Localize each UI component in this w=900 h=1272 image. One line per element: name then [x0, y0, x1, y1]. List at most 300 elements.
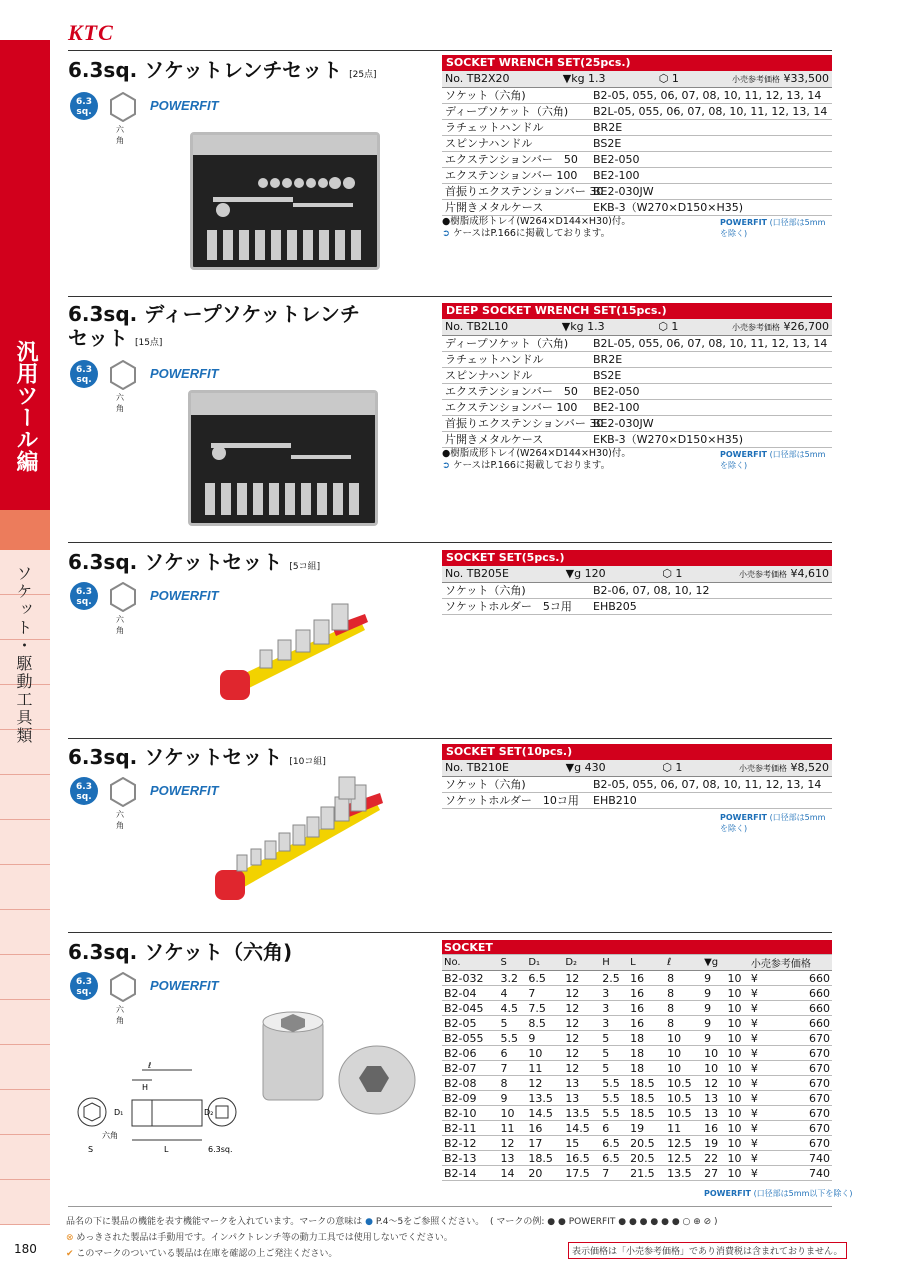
sq-badge: 6.3 sq. [70, 360, 98, 388]
socket-table [442, 940, 832, 1181]
item-name: 片開きメタルケース [445, 201, 544, 214]
item-value: BR2E [593, 353, 623, 366]
hex-label: 六角 [116, 615, 124, 635]
table-cell: 18.5 [628, 1091, 665, 1106]
table-cell: 9 [702, 986, 725, 1001]
column-header: No. [442, 955, 498, 971]
table-cell: 6 [498, 1046, 526, 1061]
hex-label: 六角 [116, 810, 124, 830]
package-qty: ⬡ 1 [662, 761, 683, 774]
powerfit-note: POWERFIT (口径部は5mmを除く) [720, 450, 826, 470]
table-cell: ¥ [749, 1076, 774, 1091]
product-number: No. TB2L10 [445, 320, 509, 333]
note-case: ➲ ケースはP.166に掲載しております。 [442, 228, 611, 239]
table-cell: 13.5 [665, 1166, 702, 1181]
table-cell: 10 [726, 1106, 749, 1121]
table-no-row [442, 319, 832, 336]
table-cell: B2-06 [442, 1046, 498, 1061]
hex-label: 六角 [116, 125, 124, 145]
table-cell: 12.5 [665, 1136, 702, 1151]
table-no-row [442, 71, 832, 88]
table-cell: 14.5 [563, 1121, 600, 1136]
table-cell: 6.5 [600, 1151, 628, 1166]
table-column-headers [442, 955, 832, 971]
package-qty: ⬡ 1 [658, 72, 679, 85]
table-cell: ¥ [749, 1046, 774, 1061]
table-cell: 10 [726, 971, 749, 986]
deep-socket-set-image [191, 393, 375, 523]
table-cell: 13.5 [526, 1091, 563, 1106]
set-table-tb205e [442, 550, 832, 615]
hexagon-icon [110, 777, 136, 807]
socket-holder-10-image [215, 775, 385, 905]
table-cell: 10 [665, 1061, 702, 1076]
table-cell: 5.5 [600, 1091, 628, 1106]
hex-label: 六角 [116, 393, 124, 413]
table-cell: ¥ [749, 1001, 774, 1016]
table-row [442, 599, 832, 615]
table-row [442, 200, 832, 216]
table-cell: 11 [665, 1121, 702, 1136]
item-value: BE2-100 [593, 401, 640, 414]
note-tray: ●樹脂成形トレイ(W264×D144×H30)付。 [442, 448, 631, 459]
table-no-row [442, 760, 832, 777]
price: 小売参考価格 ¥4,610 [739, 567, 829, 580]
table-no-row [442, 566, 832, 583]
item-value: EKB-3（W270×D150×H35) [593, 433, 744, 446]
table-cell: 18.5 [628, 1106, 665, 1121]
table-cell: 740 [774, 1151, 832, 1166]
table-cell: 8 [665, 971, 702, 986]
table-cell: 16 [628, 1001, 665, 1016]
socket-dimension-diagram [72, 1060, 242, 1160]
table-cell: 20 [526, 1166, 563, 1181]
table-cell: ¥ [749, 1136, 774, 1151]
table-cell: 13 [702, 1106, 725, 1121]
page-number: 180 [14, 1242, 37, 1256]
table-cell: 7 [600, 1166, 628, 1181]
note-tray: ●樹脂成形トレイ(W264×D144×H30)付。 [442, 216, 631, 227]
table-cell: ¥ [749, 1031, 774, 1046]
socket-wrench-set-image [193, 135, 377, 267]
table-cell: 10 [726, 1031, 749, 1046]
powerfit-logo: POWERFIT [150, 978, 219, 993]
table-cell: 16 [628, 986, 665, 1001]
table-header: DEEP SOCKET WRENCH SET(15pcs.) [442, 303, 832, 319]
table-row [442, 104, 832, 120]
section-divider [68, 932, 832, 933]
table-cell: 20.5 [628, 1136, 665, 1151]
table-cell: 10 [726, 1061, 749, 1076]
table-cell: ¥ [749, 1091, 774, 1106]
table-row [442, 1106, 832, 1121]
table-cell: 10 [726, 1136, 749, 1151]
item-value: BE2-050 [593, 153, 640, 166]
table-cell: 21.5 [628, 1166, 665, 1181]
table-row [442, 1031, 832, 1046]
table-row [442, 1061, 832, 1076]
table-cell: 13 [702, 1091, 725, 1106]
table-cell: 10 [726, 1121, 749, 1136]
table-cell: 10 [665, 1031, 702, 1046]
table-cell: 10 [726, 1151, 749, 1166]
table-cell: 10 [702, 1046, 725, 1061]
table-cell: 18.5 [628, 1076, 665, 1091]
item-value: BE2-100 [593, 169, 640, 182]
table-cell: ¥ [749, 1151, 774, 1166]
table-cell: 670 [774, 1091, 832, 1106]
column-header [726, 955, 749, 971]
item-name: スピンナハンドル [445, 369, 533, 382]
hexagon-icon [110, 92, 136, 122]
table-header: SOCKET [442, 940, 832, 955]
item-value: B2L-05, 055, 06, 07, 08, 10, 11, 12, 13, 14 [593, 337, 828, 350]
table-cell: 18 [628, 1031, 665, 1046]
sidebar-salmon [0, 510, 50, 550]
item-value: BE2-030JW [593, 185, 654, 198]
powerfit-logo: POWERFIT [150, 588, 219, 603]
table-row [442, 777, 832, 793]
item-name: エクステンションバー 50 [445, 385, 578, 398]
table-cell: 16.5 [563, 1151, 600, 1166]
table-cell: 5 [498, 1016, 526, 1031]
section-divider [68, 50, 832, 51]
table-cell: 10.5 [665, 1106, 702, 1121]
table-cell: 16 [628, 1016, 665, 1031]
diagram-label-d1: D₁ [114, 1108, 124, 1117]
table-row [442, 336, 832, 352]
item-name: 片開きメタルケース [445, 433, 544, 446]
table-cell: 10 [726, 1076, 749, 1091]
table-cell: 27 [702, 1166, 725, 1181]
powerfit-logo: POWERFIT [150, 98, 219, 113]
hex-label: 六角 [116, 1005, 124, 1025]
section-divider [68, 542, 832, 543]
table-row [442, 152, 832, 168]
sq-badge: 6.3 sq. [70, 92, 98, 120]
table-row [442, 1136, 832, 1151]
table-cell: 9 [498, 1091, 526, 1106]
price-notice: 表示価格は「小売参考価格」であり消費税は含まれておりません。 [568, 1242, 847, 1259]
price: 小売参考価格 ¥33,500 [732, 72, 829, 85]
item-value: BS2E [593, 369, 622, 382]
table-cell: 12 [563, 986, 600, 1001]
section-divider [68, 738, 832, 739]
hexagon-icon [110, 972, 136, 1002]
table-cell: 9 [702, 1001, 725, 1016]
table-cell: 13 [498, 1151, 526, 1166]
table-cell: 12 [563, 971, 600, 986]
table-cell: 22 [702, 1151, 725, 1166]
product-photo-tb2l10 [188, 390, 378, 526]
table-cell: 670 [774, 1106, 832, 1121]
table-cell: 8 [665, 1016, 702, 1031]
table-cell: 5 [600, 1031, 628, 1046]
table-cell: 9 [702, 971, 725, 986]
table-cell: 13 [563, 1091, 600, 1106]
section-divider [68, 296, 832, 297]
table-row [442, 1076, 832, 1091]
weight: ▼g 120 [565, 567, 606, 580]
table-cell: 5 [600, 1046, 628, 1061]
item-name: 首振りエクステンションバー 30 [445, 417, 604, 430]
table-rows [442, 336, 832, 448]
table-row [442, 88, 832, 104]
table-cell: 5.5 [498, 1031, 526, 1046]
table-cell: 12 [563, 1016, 600, 1031]
sidebar-section-label: 汎用ツール編 [13, 340, 38, 472]
table-row [442, 400, 832, 416]
table-row [442, 168, 832, 184]
table-cell: 12 [702, 1076, 725, 1091]
sq-badge: 6.3 sq. [70, 972, 98, 1000]
socket-table-body [442, 971, 832, 1181]
sidebar-chapter-label: ソケット・駆動工具類 [14, 565, 33, 745]
set-table-tb2l10 [442, 303, 832, 472]
table-cell: B2-04 [442, 986, 498, 1001]
table-cell: 670 [774, 1046, 832, 1061]
table-header: SOCKET SET(5pcs.) [442, 550, 832, 566]
table-cell: 12 [563, 1001, 600, 1016]
item-value: B2-06, 07, 08, 10, 12 [593, 584, 710, 597]
table-cell: 670 [774, 1076, 832, 1091]
weight: ▼kg 1.3 [561, 320, 605, 333]
table-cell: B2-05 [442, 1016, 498, 1031]
table-cell: 7 [526, 986, 563, 1001]
table-cell: 14.5 [526, 1106, 563, 1121]
table-cell: ¥ [749, 971, 774, 986]
table-cell: 10 [726, 986, 749, 1001]
table-cell: B2-11 [442, 1121, 498, 1136]
table-cell: 10 [702, 1061, 725, 1076]
diagram-label-ell: ℓ [148, 1061, 152, 1070]
item-name: ソケットホルダー 5コ用 [445, 600, 572, 613]
item-name: エクステンションバー 50 [445, 153, 578, 166]
table-cell: 3 [600, 1016, 628, 1031]
table-cell: 10 [498, 1106, 526, 1121]
column-header: 小売参考価格 [749, 955, 832, 971]
column-header: ▼g [702, 955, 725, 971]
table-cell: 10 [526, 1046, 563, 1061]
table-cell: 670 [774, 1031, 832, 1046]
item-value: EHB210 [593, 794, 637, 807]
set-table-tb210e [442, 744, 832, 833]
section-title: 6.3sq. ディープソケットレンチ セット [15点] [68, 302, 360, 350]
table-row [442, 1166, 832, 1181]
table-cell: 15 [563, 1136, 600, 1151]
table-cell: 18.5 [526, 1151, 563, 1166]
table-cell: 11 [498, 1121, 526, 1136]
table-cell: B2-13 [442, 1151, 498, 1166]
item-name: ディープソケット（六角) [445, 105, 569, 118]
table-cell: 11 [526, 1061, 563, 1076]
table-cell: 17.5 [563, 1166, 600, 1181]
item-name: ソケット（六角) [445, 89, 526, 102]
table-row [442, 1046, 832, 1061]
diagram-label-l: L [164, 1145, 169, 1154]
product-photo-tb2x20 [190, 132, 380, 270]
table-cell: 16 [702, 1121, 725, 1136]
table-row [442, 120, 832, 136]
footer-note-2: ⊗ めっきされた製品は手動用です。インパクトレンチ等の動力工具では使用しないでください。 [66, 1233, 453, 1243]
table-cell: 6.5 [526, 971, 563, 986]
mark-examples: ( マークの例: ● ● POWERFIT ● ● ● ● ● ● ○ ⊕ ⊘ ) [490, 1217, 718, 1227]
column-header: H [600, 955, 628, 971]
table-cell: 5.5 [600, 1106, 628, 1121]
item-value: EHB205 [593, 600, 637, 613]
table-cell: 670 [774, 1121, 832, 1136]
footer-note-1: 品名の下に製品の機能を表す機能マークを入れています。マークの意味は ● P.4～5をご参照ください。 [66, 1217, 485, 1227]
table-row [442, 1091, 832, 1106]
table-cell: 670 [774, 1061, 832, 1076]
table-cell: 7 [498, 1061, 526, 1076]
item-value: BS2E [593, 137, 622, 150]
diagram-label-hex: 六角 [102, 1131, 118, 1140]
table-cell: 10 [665, 1046, 702, 1061]
section-title: 6.3sq. ソケットレンチセット [25点] [68, 58, 377, 82]
table-rows [442, 88, 832, 216]
price: 小売参考価格 ¥26,700 [732, 320, 829, 333]
table-cell: 9 [702, 1031, 725, 1046]
table-cell: ¥ [749, 1166, 774, 1181]
table-cell: 18 [628, 1061, 665, 1076]
item-name: ソケットホルダー 10コ用 [445, 794, 579, 807]
section-title: 6.3sq. ソケット（六角) [68, 940, 293, 964]
item-name: ラチェットハンドル [445, 121, 544, 134]
set-table-tb2x20 [442, 55, 832, 240]
table-cell: 14 [498, 1166, 526, 1181]
table-cell: 3 [600, 1001, 628, 1016]
table-cell: B2-032 [442, 971, 498, 986]
diagram-label-sq: 6.3sq. [208, 1145, 233, 1154]
table-cell: B2-12 [442, 1136, 498, 1151]
powerfit-logo: POWERFIT [150, 783, 219, 798]
column-header: S [498, 955, 526, 971]
table-row [442, 432, 832, 448]
table-cell: 660 [774, 971, 832, 986]
table-cell: 13 [563, 1076, 600, 1091]
column-header: D₁ [526, 955, 563, 971]
footer-note-3: ✔ このマークのついている製品は在庫を確認の上ご発注ください。 [66, 1249, 338, 1259]
product-number: No. TB210E [445, 761, 509, 774]
column-header: D₂ [563, 955, 600, 971]
table-cell: 10 [726, 1091, 749, 1106]
table-cell: B2-09 [442, 1091, 498, 1106]
table-cell: ¥ [749, 986, 774, 1001]
table-cell: ¥ [749, 1016, 774, 1031]
table-row [442, 352, 832, 368]
column-header: ℓ [665, 955, 702, 971]
price: 小売参考価格 ¥8,520 [739, 761, 829, 774]
table-header: SOCKET SET(10pcs.) [442, 744, 832, 760]
table-cell: 17 [526, 1136, 563, 1151]
table-row [442, 1121, 832, 1136]
powerfit-note: POWERFIT (口径部は5mmを除く) [720, 218, 826, 238]
footer-divider [68, 1206, 832, 1207]
table-cell: 660 [774, 1001, 832, 1016]
table-row [442, 368, 832, 384]
item-value: B2-05, 055, 06, 07, 08, 10, 11, 12, 13, 14 [593, 778, 822, 791]
table-cell: 19 [702, 1136, 725, 1151]
hexagon-icon [110, 360, 136, 390]
table-row [442, 1001, 832, 1016]
table-cell: 7.5 [526, 1001, 563, 1016]
item-value: BR2E [593, 121, 623, 134]
table-cell: ¥ [749, 1121, 774, 1136]
table-cell: 8 [665, 1001, 702, 1016]
sq-badge: 6.3 sq. [70, 777, 98, 805]
table-cell: 9 [702, 1016, 725, 1031]
item-name: スピンナハンドル [445, 137, 533, 150]
table-cell: 10 [726, 1046, 749, 1061]
table-cell: 10 [726, 1016, 749, 1031]
item-name: エクステンションバー 100 [445, 401, 578, 414]
diagram-label-d2: D₂ [204, 1108, 214, 1117]
table-cell: 4.5 [498, 1001, 526, 1016]
item-name: ディープソケット（六角) [445, 337, 569, 350]
table-cell: 12 [526, 1076, 563, 1091]
weight: ▼g 430 [565, 761, 606, 774]
table-cell: 12 [563, 1046, 600, 1061]
table-cell: 8 [498, 1076, 526, 1091]
diagram-label-s: S [88, 1145, 94, 1154]
weight: ▼kg 1.3 [562, 72, 606, 85]
table-cell: 18 [628, 1046, 665, 1061]
table-cell: 13.5 [563, 1106, 600, 1121]
table-cell: 2.5 [600, 971, 628, 986]
sq-badge: 6.3 sq. [70, 582, 98, 610]
table-row [442, 1016, 832, 1031]
table-cell: 10 [726, 1166, 749, 1181]
item-name: 首振りエクステンションバー 30 [445, 185, 604, 198]
table-cell: 9 [526, 1031, 563, 1046]
table-cell: 3 [600, 986, 628, 1001]
item-value: B2L-05, 055, 06, 07, 08, 10, 11, 12, 13, 14 [593, 105, 828, 118]
table-cell: ¥ [749, 1061, 774, 1076]
item-value: EKB-3（W270×D150×H35) [593, 201, 744, 214]
table-cell: ¥ [749, 1106, 774, 1121]
diagram-label-h: H [142, 1083, 149, 1092]
table-cell: 660 [774, 1016, 832, 1031]
table-row [442, 136, 832, 152]
table-cell: B2-055 [442, 1031, 498, 1046]
table-cell: 5.5 [600, 1076, 628, 1091]
brand-logo: KTC [68, 20, 114, 45]
table-cell: 10.5 [665, 1091, 702, 1106]
table-cell: 3.2 [498, 971, 526, 986]
hexagon-icon [110, 582, 136, 612]
item-name: ソケット（六角) [445, 778, 526, 791]
table-row [442, 583, 832, 599]
table-cell: 10 [726, 1001, 749, 1016]
table-cell: 12 [563, 1031, 600, 1046]
note-case: ➲ ケースはP.166に掲載しております。 [442, 460, 611, 471]
powerfit-logo: POWERFIT [150, 366, 219, 381]
powerfit-note: POWERFIT (口径部は5mmを除く) [720, 813, 826, 833]
table-cell: 670 [774, 1136, 832, 1151]
socket-photo [255, 1010, 425, 1130]
table-row [442, 416, 832, 432]
table-cell: 16 [526, 1121, 563, 1136]
table-rows [442, 777, 832, 809]
powerfit-note: POWERFIT (口径部は5mm以下を除く) [704, 1189, 853, 1198]
table-cell: 6 [600, 1121, 628, 1136]
table-cell: 16 [628, 971, 665, 986]
item-name: エクステンションバー 100 [445, 169, 578, 182]
product-number: No. TB2X20 [445, 72, 510, 85]
table-cell: B2-10 [442, 1106, 498, 1121]
item-name: ソケット（六角) [445, 584, 526, 597]
